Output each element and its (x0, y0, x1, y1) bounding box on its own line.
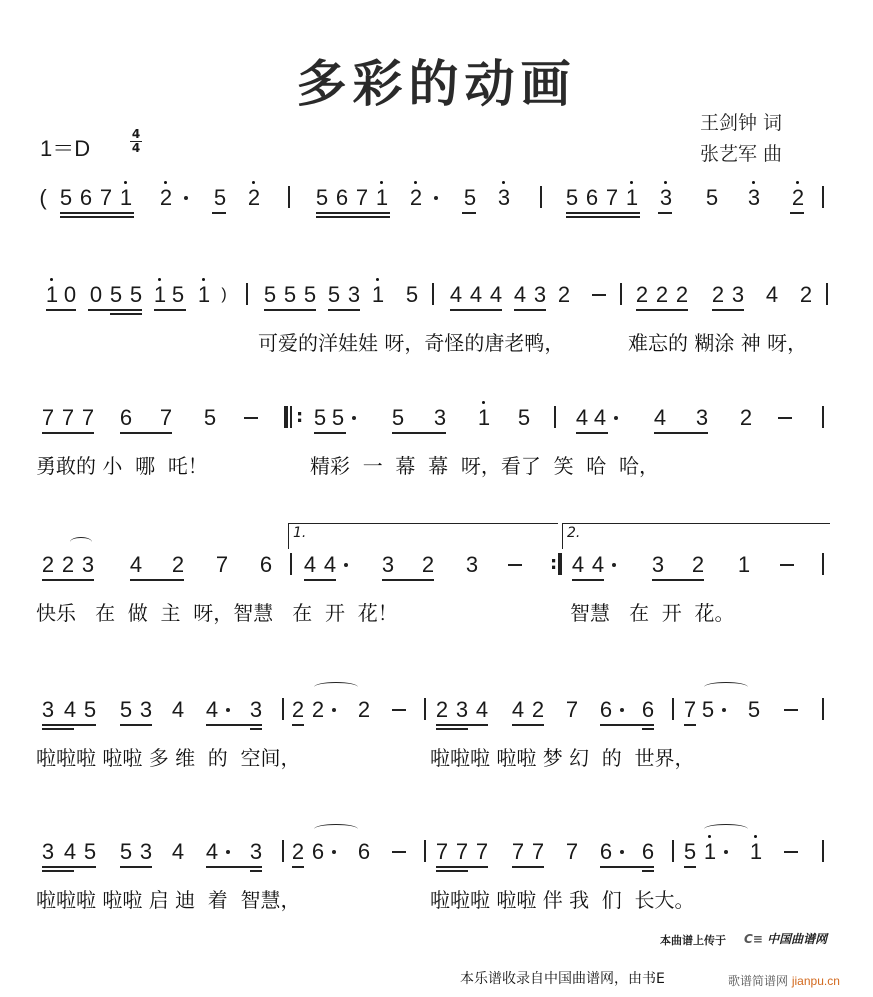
time-signature: 4 4 (131, 127, 141, 155)
notes: 1 0 0 5 5 1 5 1 ) 5 5 5 5 3 1 5 4 4 4 4 3 2 2 2 2 2 3 4 2 (0, 275, 873, 315)
lyrics: 啦啦啦 啦啦 伴 我 们 长大。 (430, 888, 695, 912)
notes: 3 4 5 5 3 4 4 3 2 2 2 2 3 4 4 2 7 6 6 7 5 5 (0, 690, 873, 730)
lyrics: 快乐 在 做 主 呀，智慧 在 开 花！ (36, 601, 398, 625)
lyrics: 勇敢的 小 哪 吒！ (36, 454, 208, 478)
notes: 7 7 7 6 7 5 : 5 5 5 3 1 5 4 4 4 3 2 (0, 398, 873, 438)
volta-first-ending: 1. (288, 523, 558, 549)
lyrics: 啦啦啦 啦啦 梦 幻 的 世界， (430, 746, 695, 770)
site-logo: C≡ 中国曲谱网 (744, 932, 828, 946)
site-watermark: 歌谱简谱网 jianpu.cn (728, 974, 840, 988)
song-title: 多彩的动画 (296, 55, 577, 113)
composer-credit: 张艺军 曲 (700, 143, 783, 165)
lyricist-credit: 王剑钟 词 (700, 112, 783, 134)
lyrics: 啦啦啦 啦啦 启 迪 着 智慧， (36, 888, 301, 912)
lyrics: 可爱的洋娃娃 呀，奇怪的唐老鸭， (258, 331, 565, 355)
key-signature: 1＝D (40, 136, 91, 161)
logo-mark-icon: C≡ (744, 932, 763, 946)
notes: 2 2 3 4 2 7 6 4 4 3 2 3 : 4 4 3 2 1 (0, 545, 873, 585)
upload-note: 本曲谱上传于 (660, 934, 726, 947)
source-note: 本乐谱收录自中国曲谱网，由书E (460, 971, 665, 987)
lyrics: 难忘的 糊涂 神 呀， (628, 331, 808, 355)
lyrics: 智慧 在 开 花。 (570, 601, 735, 625)
lyrics: 精彩 一 幕 幕 呀，看了 笑 哈 哈， (310, 454, 660, 478)
credits (700, 108, 782, 170)
notes: ( 5 6 7 1 2 5 2 5 6 7 1 2 5 3 5 6 7 1 3 5 3 2 (0, 178, 873, 218)
volta-second-ending: 2. (562, 523, 830, 549)
notes: 3 4 5 5 3 4 4 3 2 6 6 7 7 7 7 7 7 6 6 5 1 1 (0, 832, 873, 872)
lyrics: 啦啦啦 啦啦 多 维 的 空间， (36, 746, 301, 770)
